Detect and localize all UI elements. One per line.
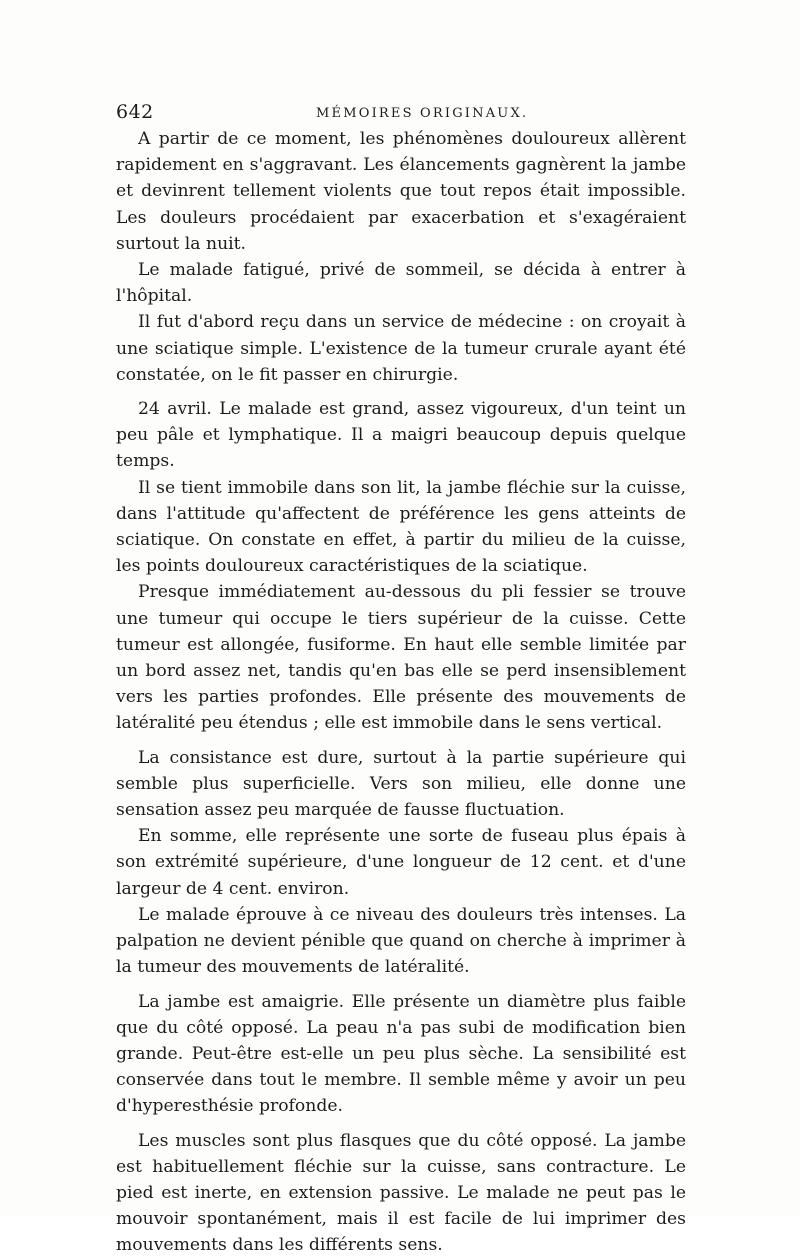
page-header: [116, 101, 686, 129]
paragraph-summary: En somme, elle représente une sorte de fuseau plus épais à son extrémité supérieure, d'une longueur de 12 cent. et d'une largeur de 4 cent. environ.: [116, 826, 686, 899]
paragraph-medicine: Il fut d'abord reçu dans un service de médecine : on croyait à une sciatique simple. L'existence de la tumeur crurale ayant été constatée, on le fit passer en chirurgie.: [116, 312, 686, 385]
paragraph-consistency: La consistance est dure, surtout à la partie supérieure qui semble plus superficielle. Vers son milieu, elle donne une sensation assez peu marquée de fausse fluctuation.: [116, 747, 686, 821]
body-text: [116, 126, 686, 1259]
paragraph-muscles: Les muscles sont plus flasques que du côté opposé. La jambe est habituellement fléchie sur la cuisse, sans contracture. Le pied est inerte, en extension passive. Le malade ne peut pas le mouvoir spontanément, mais il est facile de lui imprimer des mouvements dans les différents sens.: [116, 1130, 686, 1256]
paragraph-posture: Il se tient immobile dans son lit, la jambe fléchie sur la cuisse, dans l'attitude qu'affectent de préférence les gens atteints de sciatique. On constate en effet, à partir du milieu de la cuisse, les points douloureux caractéristiques de la sciatique.: [116, 477, 686, 577]
paragraph-leg: La jambe est amaigrie. Elle présente un diamètre plus faible que du côté opposé. La peau n'a pas subi de modification bien grande. Peut-être est-elle un peu plus sèche. La sensibilité est conservée dans tout le membre. Il semble même y avoir un peu d'hyperesthésie profonde.: [116, 991, 686, 1117]
paragraph-hospital: Le malade fatigué, privé de sommeil, se décida à entrer à l'hôpital.: [116, 260, 686, 307]
paragraph-pain: Le malade éprouve à ce niveau des douleurs très intenses. La palpation ne devient pénible que quand on cherche à imprimer à la tumeur des mouvements de latéralité.: [116, 904, 686, 978]
paragraph-onset: A partir de ce moment, les phénomènes douloureux allèrent rapidement en s'aggravant. Les élancements gagnèrent la jambe et devinrent tellement violents que tout repos était impossible. Les douleurs procédaient par exacerbation et s'exagéraient surtout la nuit.: [116, 129, 686, 254]
paragraph-april-24: 24 avril. Le malade est grand, assez vigoureux, d'un teint un peu pâle et lymphatique. Il a maigri beaucoup depuis quelque temps.: [116, 399, 686, 472]
paragraph-tumor: Presque immédiatement au-dessous du pli fessier se trouve une tumeur qui occupe le tiers supérieur de la cuisse. Cette tumeur est allongée, fusiforme. En haut elle semble limitée par un bord assez net, tandis qu'en bas elle se perd insensiblement vers les parties profondes. Elle présente des mouvements de latéralité peu étendus ; elle est immobile dans le sens vertical.: [116, 582, 686, 734]
page-number: 642: [116, 101, 154, 123]
running-title: MÉMOIRES ORIGINAUX.: [316, 106, 529, 121]
